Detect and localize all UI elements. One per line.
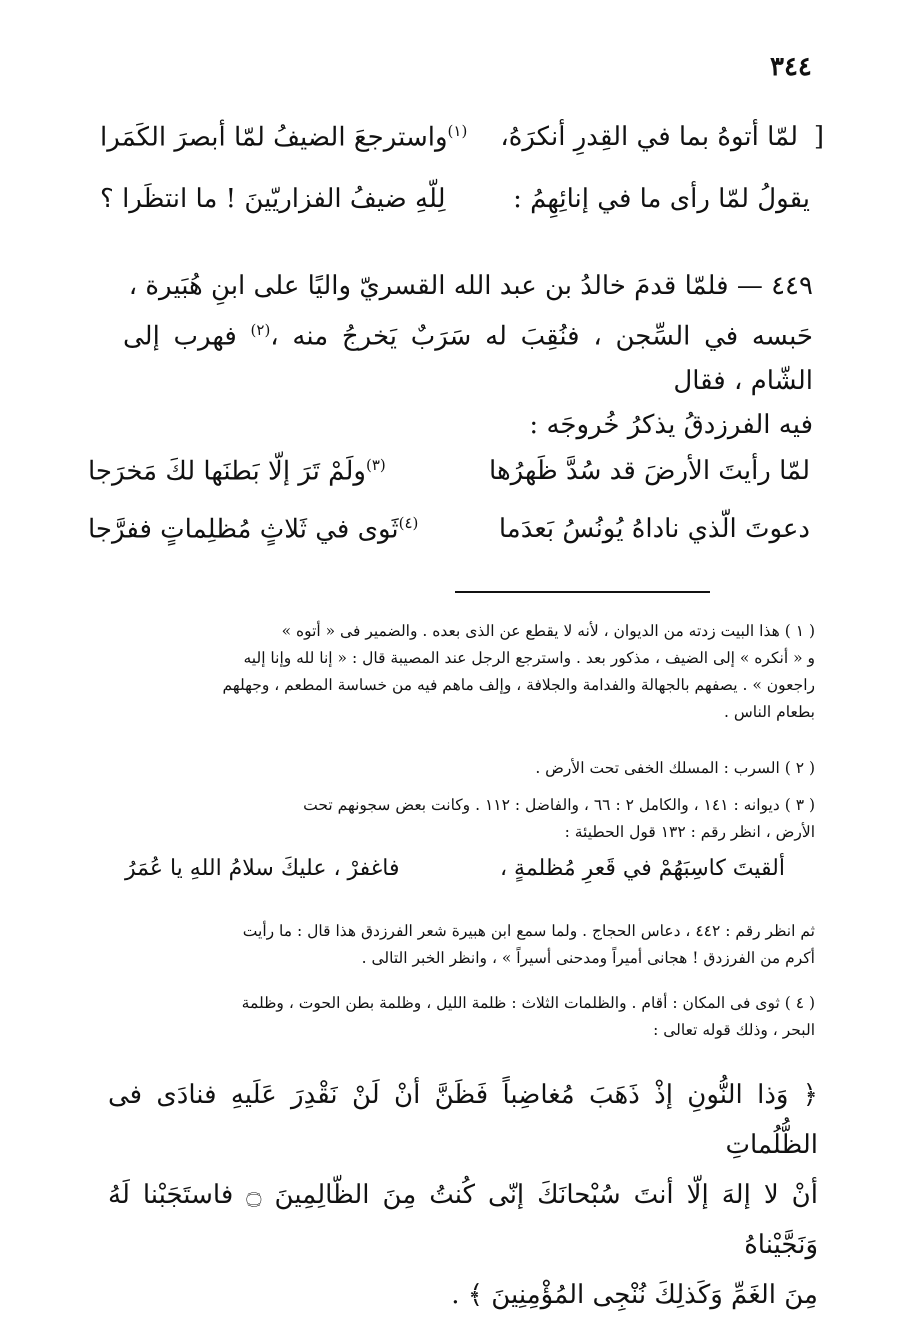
- page-number: ٣٤٤: [770, 52, 812, 82]
- footnote-line: [115, 618, 815, 645]
- footnote-1: [115, 618, 815, 726]
- footnote-number: ( ٤ ): [784, 994, 815, 1012]
- footnote-line: البحر ، وذلك قوله تعالى :: [653, 1021, 815, 1039]
- footnote-line: الأرض ، انظر رقم : ١٣٢ قول الحطيئة :: [564, 823, 815, 841]
- quran-line: مِنَ الغَمِّ وَكَذلِكَ نُنْجِى المُؤْمِنِينَ ﴾ .: [451, 1280, 818, 1310]
- footnote-3: [115, 792, 815, 846]
- verse-hemistich-right: لمّا رأيتَ الأرضَ قد سُدَّ ظَهرُها: [489, 456, 810, 486]
- footnote-number: ( ٢ ): [784, 759, 815, 777]
- verse-hemistich-left: فاغفرْ ، عليكَ سلامُ اللهِ يا عُمَرُ: [125, 856, 400, 881]
- footnote-2: [115, 755, 815, 782]
- footnote-number: ( ١ ): [784, 622, 815, 640]
- verse-hemistich-left: [88, 456, 386, 487]
- quran-line: ﴿ وَذا النُّونِ إذْ ذَهَبَ مُغاضِباً فَظَنَّ أنْ لَنْ نَقْدِرَ عَلَيهِ فنادَى فى الظُّلُماتِ: [108, 1080, 818, 1160]
- verse-hemistich-left: لِلّهِ ضيفُ الفزاريّينَ ! ما انتظَرا ؟: [100, 184, 446, 214]
- verse-hemistich-right: يقولُ لمّا رأى ما في إنائِهِمُ :: [513, 184, 810, 214]
- footnote-line: بطعام الناس .: [724, 703, 815, 721]
- footnote-line: ثم انظر رقم : ٤٤٢ ، دعاس الحجاج . ولما سمع ابن هبيرة شعر الفرزدق هذا قال : ما رأيت: [242, 922, 815, 940]
- footnote-text: ثوى فى المكان : أقام . والظلمات الثلاث : ظلمة الليل ، وظلمة بطن الحوت ، وظلمة: [241, 994, 780, 1012]
- footnote-line: أكرم من الفرزدق ! هجانى أميراً ومدحنى أسيراً » ، وانظر الخبر التالى .: [361, 949, 815, 967]
- verse-text: ثَوى في ثَلاثٍ مُظلِماتٍ ففرَّجا: [88, 514, 399, 545]
- paragraph-number: ٤٤٩: [771, 271, 813, 301]
- verse-hemistich-right: ألقيتَ كاسِبَهُمْ في قَعرِ مُظلمةٍ ،: [499, 856, 785, 881]
- footnote-line: راجعون » . يصفهم بالجهالة والفدامة والجلافة ، وإلف ماهم فيه من خساسة المطعم ، وجهلهم: [222, 676, 815, 694]
- verse-text: ولَمْ تَرَ إلّا بَطنَها لكَ مَخرَجا: [88, 456, 366, 487]
- verse-hemistich-right: لمّا أتوهُ بما في القِدرِ أنكرَهُ،: [500, 122, 798, 152]
- footnote-4: [115, 990, 815, 1044]
- quran-quotation: [108, 1070, 818, 1320]
- footnote-text: ديوانه : ١٤١ ، والكامل ٢ : ٦٦ ، والفاضل : ١١٢ . وكانت بعض سجونهم تحت: [303, 796, 780, 814]
- verse-line: [88, 456, 810, 506]
- open-bracket: [: [813, 122, 824, 152]
- footnote-marker: (٤): [398, 514, 419, 532]
- paragraph-text: حَبسه في السِّجن ، فنُقِبَ له سَرَبٌ يَخرجُ منه ،: [270, 321, 813, 352]
- quran-line: أنْ لا إلهَ إلّا أنتَ سُبْحانَكَ إنّى كُنتُ مِنَ الظّالِمِينَ ۝ فاستَجَبْنا لَهُ وَنَجَّيْناهُ: [108, 1180, 818, 1260]
- paragraph-text: فلمّا قدمَ خالدُ بن عبد الله القسريّ واليًا على ابنِ هُبَيرة ،: [128, 271, 729, 301]
- footnote-3-continued: [115, 918, 815, 972]
- footnote-separator: [455, 591, 710, 593]
- footnote-text: هذا البيت زدته من الديوان ، لأنه لا يقطع عن الذى بعده . والضمير فى « أتوه »: [281, 622, 780, 640]
- paragraph-dash: —: [736, 271, 763, 301]
- footnote-verse: [125, 856, 785, 896]
- paragraph-line: [123, 308, 813, 403]
- verse-hemistich-left: [88, 514, 418, 545]
- paragraph-text: فهرب إلى الشّام ، فقال: [123, 321, 813, 396]
- footnote-marker: (٣): [365, 456, 386, 474]
- footnote-line: [115, 990, 815, 1017]
- verse-line: [100, 184, 810, 234]
- footnote-line: و « أنكره » إلى الضيف ، مذكور بعد . واسترجع الرجل عند المصيبة قال : « إنا لله وإنا إليه: [243, 649, 815, 667]
- verse-line: [100, 122, 824, 172]
- footnote-marker: (٢): [250, 321, 271, 339]
- footnote-number: ( ٣ ): [784, 796, 815, 814]
- paragraph-text: فيه الفرزدقُ يذكرُ خُروجَه :: [529, 409, 813, 440]
- footnote-marker: (١): [447, 122, 468, 140]
- footnote-line: [115, 792, 815, 819]
- footnote-line: [115, 755, 815, 782]
- verse-line: [88, 514, 810, 564]
- footnote-text: السرب : المسلك الخفى تحت الأرض .: [535, 759, 780, 777]
- paragraph-449: [123, 264, 813, 447]
- verse-text: واسترجعَ الضيفُ لمّا أبصرَ الكَمَرا: [100, 122, 448, 153]
- verse-hemistich-right: دعوتَ الّذي ناداهُ يُونُسُ بَعدَما: [498, 514, 810, 544]
- paragraph-line: [123, 264, 813, 308]
- verse-hemistich-left: [100, 122, 467, 153]
- paragraph-line: [123, 403, 813, 447]
